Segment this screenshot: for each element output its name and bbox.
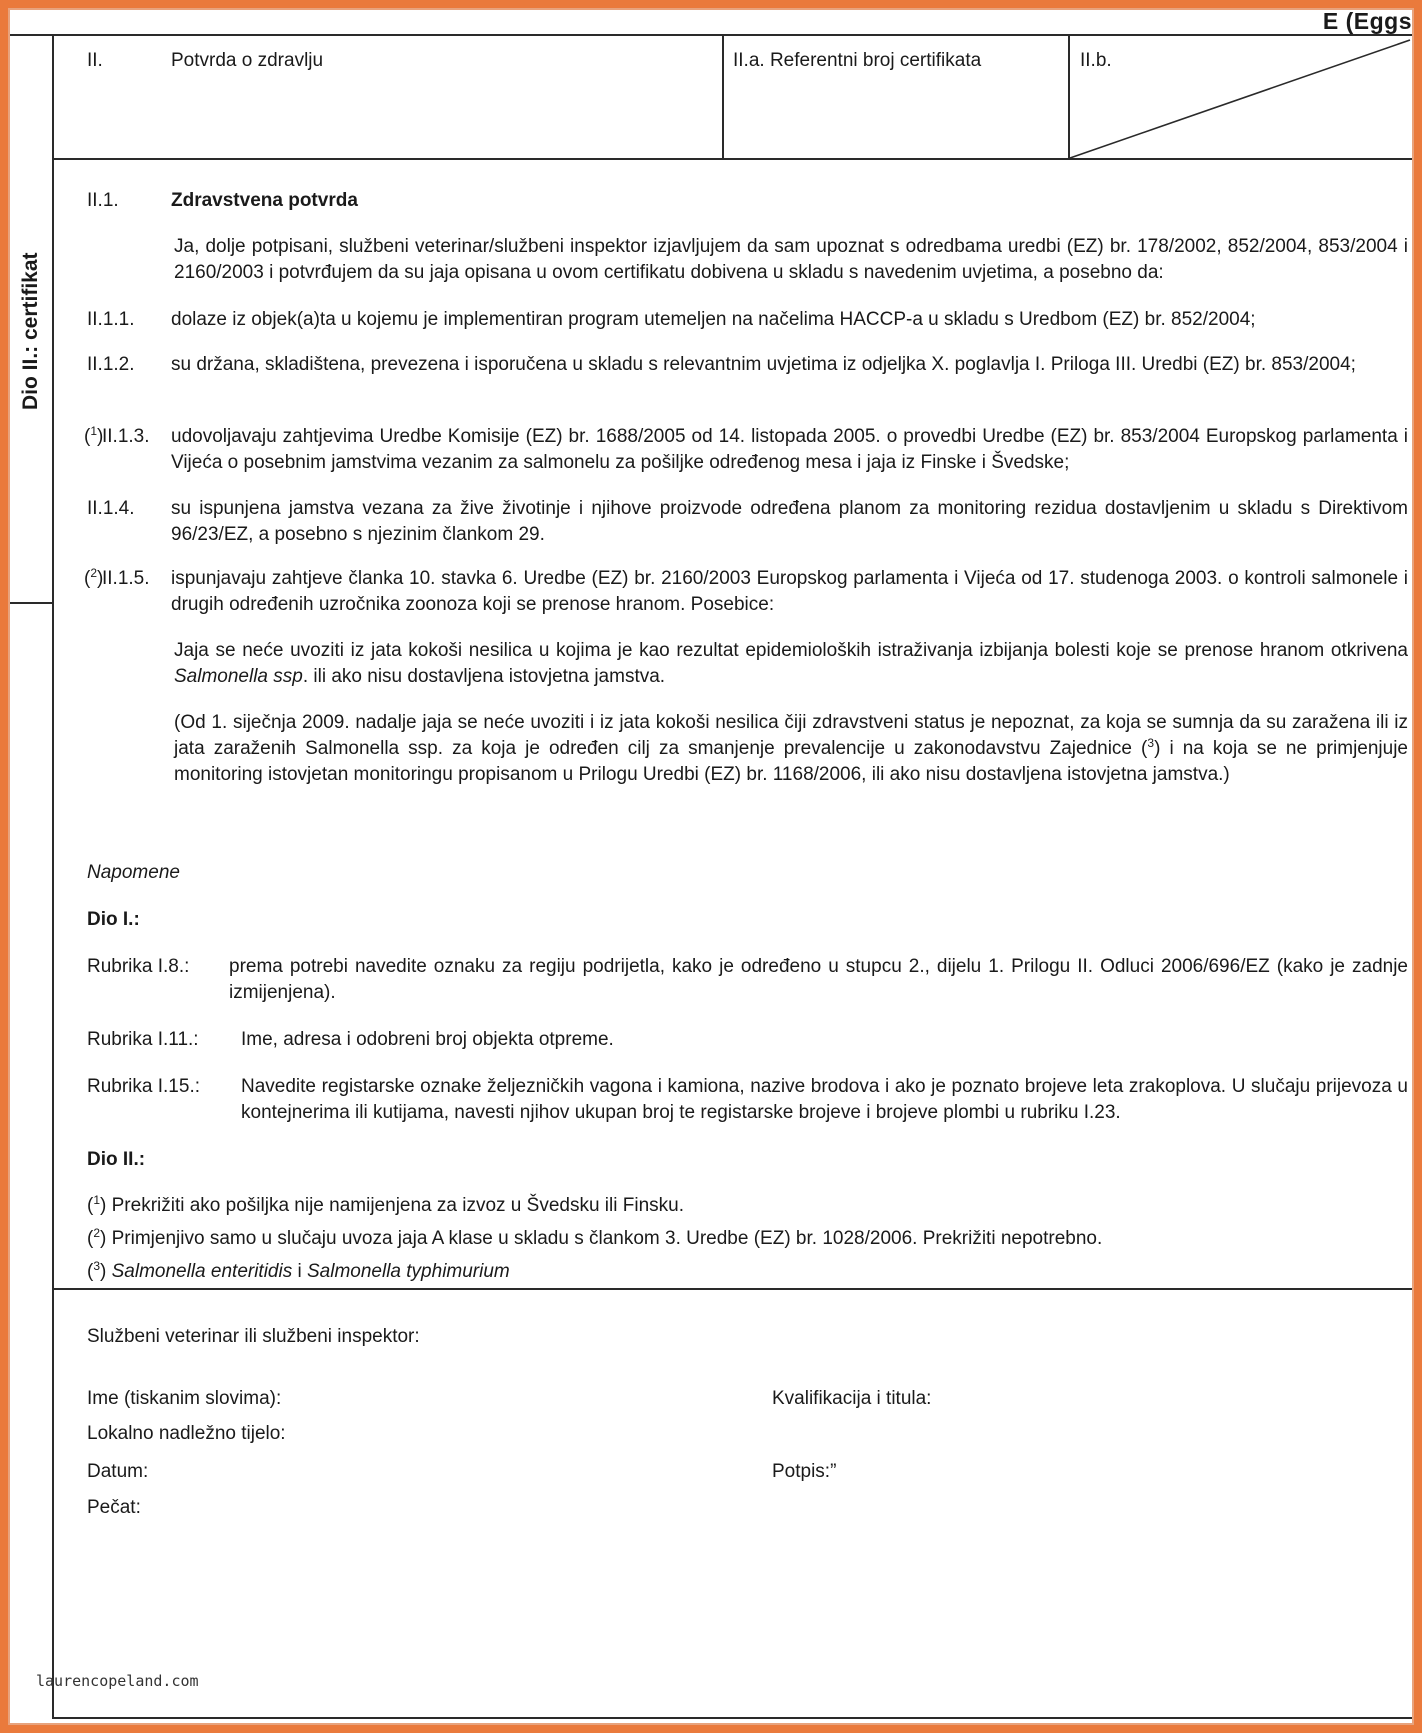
rubric-label: Rubrika I.15.: (87, 1076, 200, 1097)
item-number: II.1.4. (87, 498, 135, 519)
item-text: ispunjavaju zahtjeve članka 10. stavka 6. Uredbe (EZ) br. 2160/2003 Europskog parlamenta i Vijeća od 17. studenoga 2003. o kontroli salmonele i drugih određenih uzročnika zoonoza koji se prenose hranom. Posebice: (171, 568, 1408, 615)
health-title: Zdravstvena potvrda (171, 190, 358, 211)
section-number: II. (87, 50, 103, 71)
watermark: laurencopeland.com (36, 1672, 199, 1690)
qualification-field-label: Kvalifikacija i titula: (772, 1388, 932, 1409)
item-footnote-ref: ($^2$) (84, 566, 104, 589)
side-label-text: Dio II.: certifikat (19, 252, 42, 410)
rubric-text: Navedite registarske oznake željezničkih vagona i kamiona, nazive brodova i ako je poznato brojeve leta zrakoplova. U slučaju prijevoza u kontejnerima ili kutijama, navesti njihov ukupan broj te registarske brojeve i brojeve plombi u rubriku I.23. (241, 1076, 1408, 1123)
side-label (13, 220, 53, 430)
part1-title: Dio I.: (87, 909, 140, 930)
footnote-3: ($^3$) Salmonella enteritidis i Salmonella typhimurium (87, 1259, 510, 1282)
part2-title: Dio II.: (87, 1149, 146, 1170)
stamp-field-label: Pečat: (87, 1497, 141, 1518)
item-text: su ispunjena jamstva vezana za žive životinje i njihove proizvode određena planom za monitoring rezidua dostavljenim u skladu s Direktivom 96/23/EZ, a posebno s njezinim člankom 29. (171, 498, 1408, 545)
rubric-text: prema potrebi navedite oznaku za regiju podrijetla, kako je određeno u stupcu 2., dijelu 1. Prilogu II. Odluci 2006/696/EZ (kako je zadnje izmijenjena). (229, 956, 1408, 1003)
rubric-text: Ime, adresa i odobreni broj objekta otpreme. (241, 1029, 614, 1050)
footnote-1: ($^1$) Prekrižiti ako pošiljka nije namijenjena za izvoz u Švedsku ili Finsku. (87, 1193, 684, 1216)
authority-field-label: Lokalno nadležno tijelo: (87, 1423, 286, 1444)
health-intro: Ja, dolje potpisani, službeni veterinar/službeni inspektor izjavljujem da sam upoznat s odredbama uredbi (EZ) br. 178/2002, 852/2004, 853/2004 i 2160/2003 i potvrđujem da su jaja opisana u ovom certifikatu dobivena u skladu s navedenim uvjetima, a posebno da: (174, 236, 1408, 283)
item-text: udovoljavaju zahtjevima Uredbe Komisije (EZ) br. 1688/2005 od 14. listopada 2005. o provedbi Uredbe (EZ) br. 853/2004 Europskog parlamenta i Vijeća o posebnim jamstvima vezanim za salmonelu za pošiljke određenog mesa i jaja iz Finske i Švedske; (171, 426, 1408, 473)
reference-number-label: II.a. Referentni broj certifikata (733, 50, 982, 71)
item-footnote-ref: ($^1$) (84, 424, 104, 447)
footnote-2: ($^2$) Primjenjivo samo u slučaju uvoza jaja A klase u skladu s člankom 3. Uredbe (EZ) br. 1028/2006. Prekrižiti nepotrebno. (87, 1226, 1103, 1249)
date-field-label: Datum: (87, 1461, 149, 1482)
item-number: II.1.5. (102, 568, 150, 589)
item-text: su držana, skladištena, prevezena i isporučena u skladu s relevantnim uvjetima iz odjeljka X. poglavlja I. Priloga III. Uredbi (EZ) br. 853/2004; (171, 354, 1356, 375)
rubric-label: Rubrika I.8.: (87, 956, 190, 977)
notes-title: Napomene (87, 862, 180, 883)
item-text: dolaze iz objek(a)ta u kojemu je implementiran program utemeljen na načelima HACCP-a u skladu s Uredbom (EZ) br. 852/2004; (171, 309, 1256, 330)
iib-label: II.b. (1080, 50, 1112, 71)
section-title: Potvrda o zdravlju (171, 50, 324, 71)
signature-field-label: Potpis:” (772, 1461, 837, 1482)
item-number: II.1.2. (87, 354, 135, 375)
rubric-label: Rubrika I.11.: (87, 1029, 199, 1050)
name-field-label: Ime (tiskanim slovima): (87, 1388, 282, 1409)
corner-title: E (Eggs (1322, 8, 1412, 34)
health-subparagraph-2: (Od 1. siječnja 2009. nadalje jaja se neće uvoziti i iz jata kokoši nesilica čiji zdravstveni status je nepoznat, za koja se sumnja da su zaražena ili iz jata zaraženih Salmonella ssp. za koja je određen cilj za smanjenje prevalencije u zakonodavstvu Zajednice ($^3$) i na koja se ne primjenjuje monitoring istovjetan monitoringu propisanom u Prilogu Uredbi (EZ) br. 1168/2006, ili ako nisu dostavljena istovjetna jamstva.) (174, 712, 1408, 785)
health-subparagraph-1: Jaja se neće uvoziti iz jata kokoši nesilica u kojima je kao rezultat epidemioloških istraživanja izbijanja bolesti koje se prenose hranom otkrivena Salmonella ssp. ili ako nisu dostavljena istovjetna jamstva. (174, 640, 1408, 687)
signature-heading: Službeni veterinar ili službeni inspektor: (87, 1326, 420, 1347)
health-number: II.1. (87, 190, 119, 211)
item-number: II.1.3. (102, 426, 150, 447)
item-number: II.1.1. (87, 309, 135, 330)
